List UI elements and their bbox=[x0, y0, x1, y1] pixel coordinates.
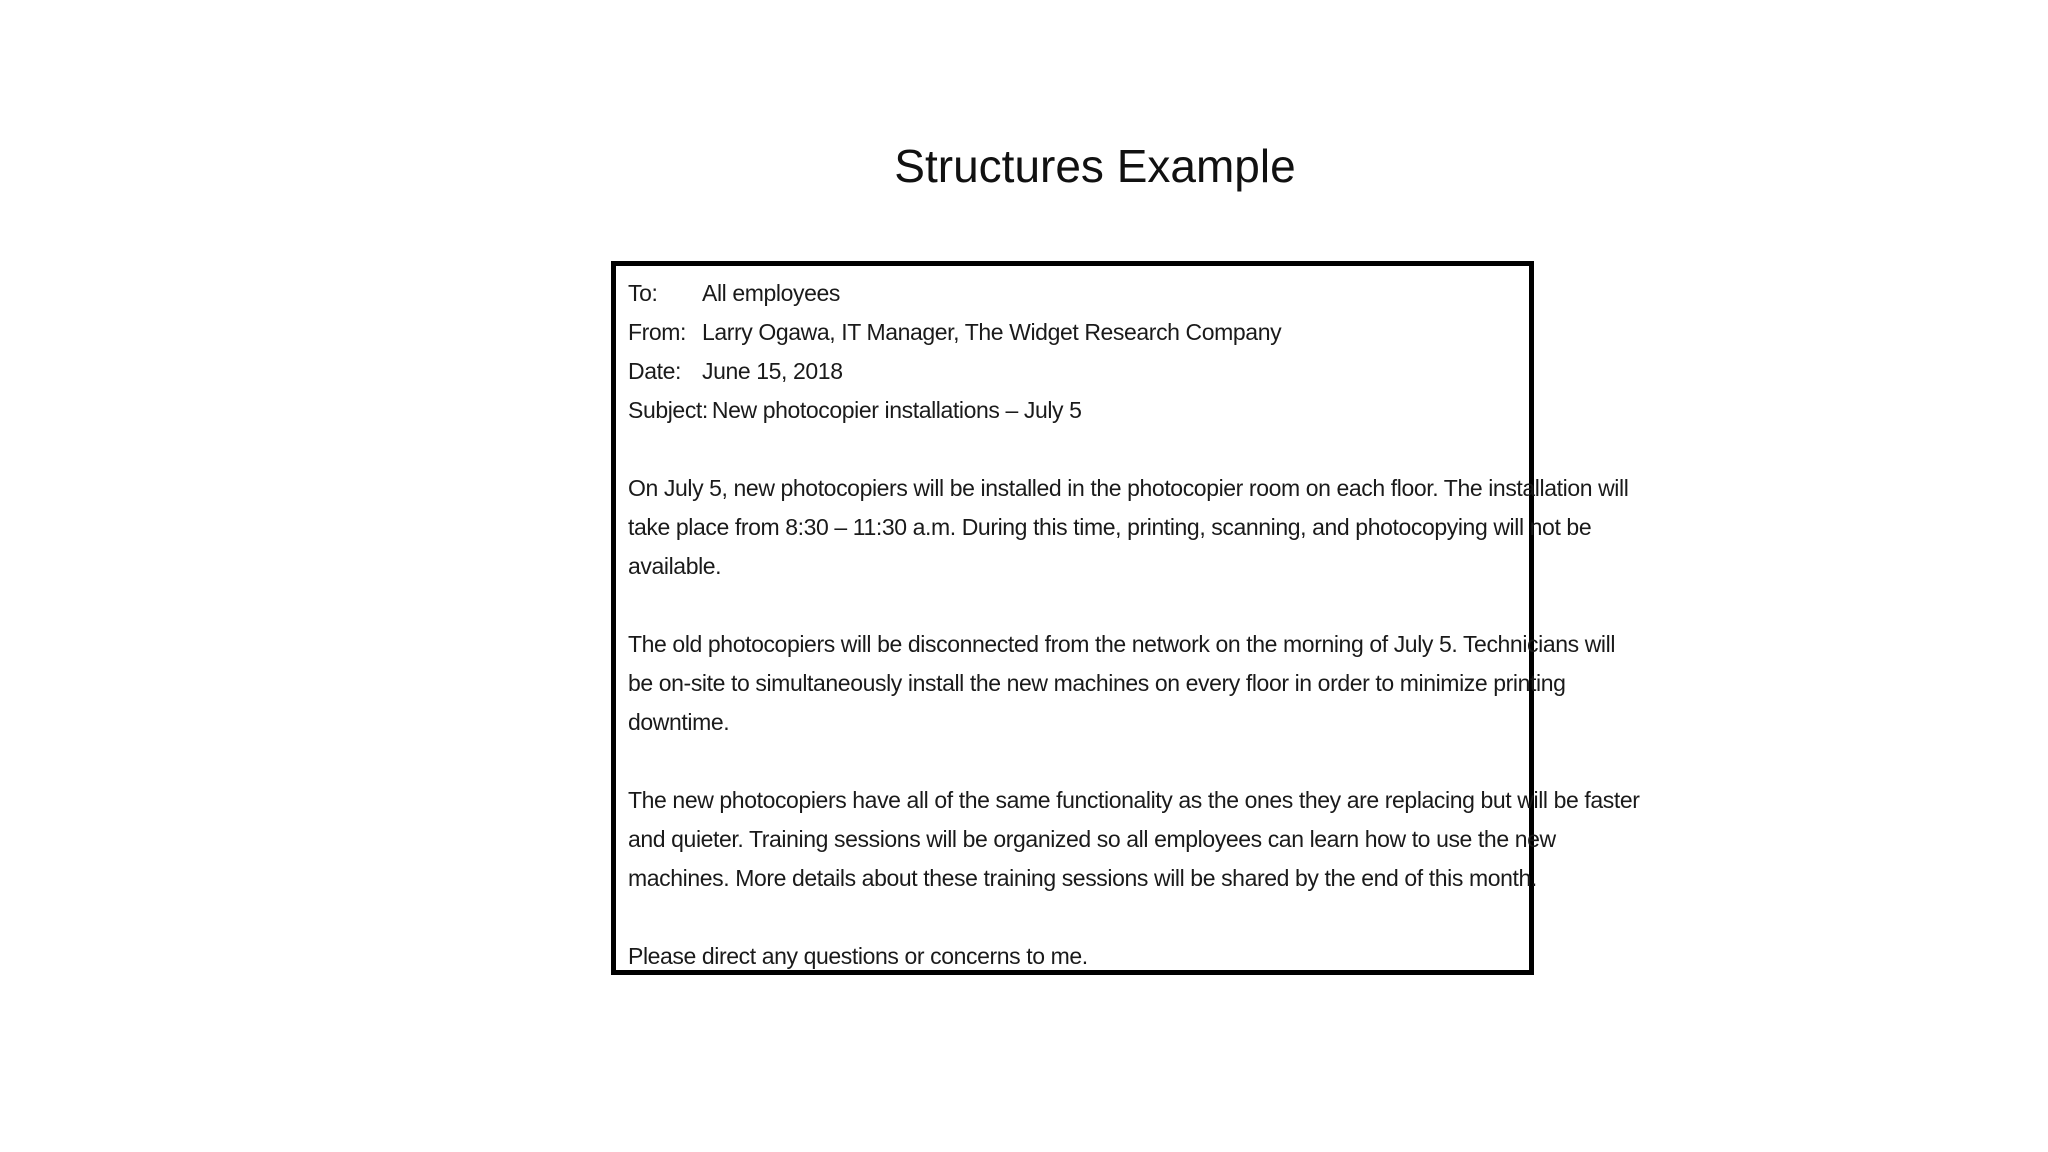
memo-subject-row bbox=[628, 391, 1517, 430]
memo-paragraph-1 bbox=[628, 469, 1629, 586]
paragraph-spacer bbox=[628, 742, 1517, 781]
memo-to-label: To: bbox=[628, 280, 658, 306]
paragraph-spacer bbox=[628, 898, 1517, 937]
paragraph-line: take place from 8:30 – 11:30 a.m. During this time, printing, scanning, and photocopying will not be bbox=[628, 514, 1592, 540]
slide-title: Structures Example bbox=[894, 140, 1296, 192]
memo-date-row bbox=[628, 352, 1517, 391]
memo-from-row bbox=[628, 313, 1517, 352]
paragraph-line: Please direct any questions or concerns to me. bbox=[628, 943, 1088, 969]
memo-to-value: All employees bbox=[702, 280, 840, 306]
memo-paragraph-4 bbox=[628, 937, 1517, 976]
memo-subject-value: New photocopier installations – July 5 bbox=[711, 397, 1082, 423]
memo-from-value: Larry Ogawa, IT Manager, The Widget Research Company bbox=[702, 319, 1282, 345]
memo-box bbox=[611, 261, 1640, 975]
paragraph-line: be on-site to simultaneously install the new machines on every floor in order to minimize printing bbox=[628, 670, 1566, 696]
paragraph-line: On July 5, new photocopiers will be installed in the photocopier room on each floor. The installation will bbox=[628, 475, 1629, 501]
memo-from-label: From: bbox=[628, 319, 687, 345]
memo-paragraph-2 bbox=[628, 625, 1616, 742]
paragraph-spacer bbox=[628, 586, 1517, 625]
paragraph-line: downtime. bbox=[628, 709, 730, 735]
paragraph-line: machines. More details about these training sessions will be shared by the end of this month. bbox=[628, 865, 1537, 891]
memo-header bbox=[628, 274, 1517, 430]
paragraph-line: The old photocopiers will be disconnected from the network on the morning of July 5. Technicians will bbox=[628, 631, 1616, 657]
memo-to-row bbox=[628, 274, 1517, 313]
paragraph-line: available. bbox=[628, 553, 722, 579]
memo-date-value: June 15, 2018 bbox=[702, 358, 843, 384]
paragraph-spacer bbox=[628, 430, 1517, 469]
memo-date-label: Date: bbox=[628, 358, 681, 384]
memo-subject-label: Subject: bbox=[628, 397, 708, 423]
paragraph-line: and quieter. Training sessions will be organized so all employees can learn how to use the new bbox=[628, 826, 1556, 852]
memo-paragraph-3 bbox=[628, 781, 1640, 898]
paragraph-line: The new photocopiers have all of the same functionality as the ones they are replacing but will be faster bbox=[628, 787, 1640, 813]
